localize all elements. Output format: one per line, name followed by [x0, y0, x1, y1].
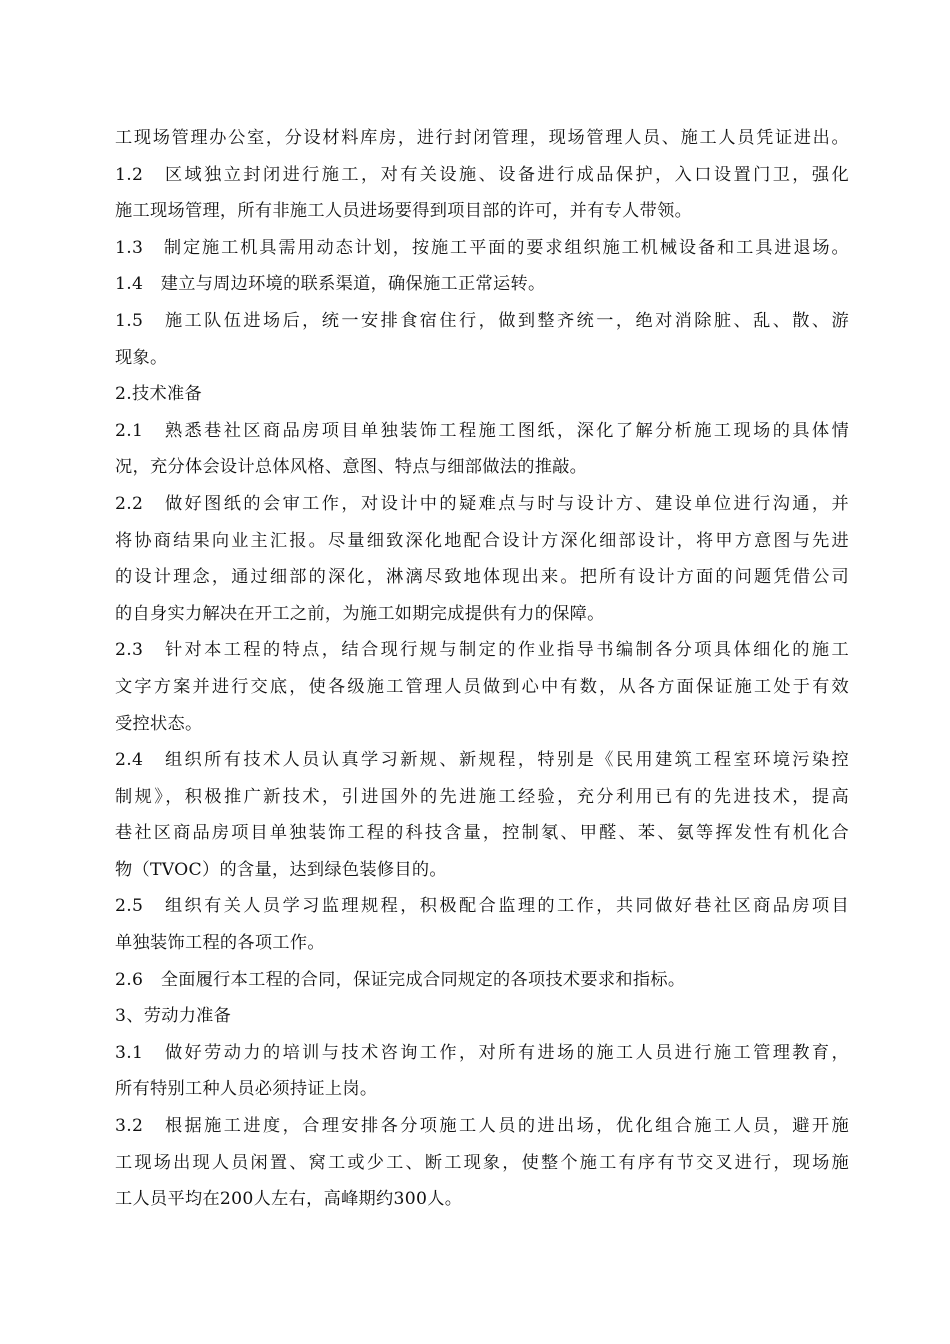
text-line: 2.6 全面履行本工程的合同，保证完成合同规定的各项技术要求和指标。 — [115, 969, 686, 990]
text-line: 的设计理念，通过细部的深化，淋漓尽致地体现出来。把所有设计方面的问题凭借公司 — [115, 567, 849, 588]
text-line: 制规》，积极推广新技术，引进国外的先进施工经验，充分利用已有的先进技术，提高 — [115, 786, 849, 807]
text-line: 工现场管理办公室，分设材料库房，进行封闭管理，现场管理人员、施工人员凭证进出。 — [115, 128, 849, 148]
text-line: 3.2 根据施工进度，合理安排各分项施工人员的进出场，优化组合施工人员，避开施 — [115, 1116, 849, 1137]
text-line: 将协商结果向业主汇报。尽量细致深化地配合设计方深化细部设计，将甲方意图与先进 — [115, 530, 849, 551]
text-line: 况，充分体会设计总体风格、意图、特点与细部做法的推敲。 — [115, 457, 588, 478]
text-line: 1.4 建立与周边环境的联系渠道，确保施工正常运转。 — [115, 274, 546, 295]
text-line: 工人员平均在200人左右，高峰期约300人。 — [115, 1189, 463, 1210]
text-line: 的自身实力解决在开工之前，为施工如期完成提供有力的保障。 — [115, 603, 605, 624]
section-heading: 3、劳动力准备 — [115, 1006, 232, 1027]
text-line: 1.2 区域独立封闭进行施工，对有关设施、设备进行成品保护，入口设置门卫，强化 — [115, 164, 849, 185]
text-line: 所有特别工种人员必须持证上岗。 — [115, 1079, 378, 1100]
text-line: 工现场出现人员闲置、窝工或少工、断工现象，使整个施工有序有节交叉进行，现场施 — [115, 1152, 849, 1173]
text-line: 2.1 熟悉巷社区商品房项目单独装饰工程施工图纸，深化了解分析施工现场的具体情 — [115, 420, 849, 441]
section-heading: 2.技术准备 — [115, 384, 202, 405]
text-line: 受控状态。 — [115, 713, 203, 734]
text-line: 1.3 制定施工机具需用动态计划，按施工平面的要求组织施工机械设备和工具进退场。 — [115, 237, 849, 258]
text-line: 物（TVOC）的含量，达到绿色装修目的。 — [115, 859, 447, 880]
text-line: 单独装饰工程的各项工作。 — [115, 933, 325, 954]
text-line: 2.3 针对本工程的特点，结合现行规与制定的作业指导书编制各分项具体细化的施工 — [115, 640, 849, 661]
text-line: 巷社区商品房项目单独装饰工程的科技含量，控制氡、甲醛、苯、氨等挥发性有机化合 — [115, 823, 849, 844]
text-line: 2.5 组织有关人员学习监理规程，积极配合监理的工作，共同做好巷社区商品房项目 — [115, 896, 849, 917]
text-line: 1.5 施工队伍进场后，统一安排食宿住行，做到整齐统一，绝对消除脏、乱、散、游 — [115, 310, 849, 331]
text-line: 现象。 — [115, 347, 168, 368]
text-line: 2.2 做好图纸的会审工作，对设计中的疑难点与时与设计方、建设单位进行沟通，并 — [115, 493, 849, 514]
text-line: 文字方案并进行交底，使各级施工管理人员做到心中有数，从各方面保证施工处于有效 — [115, 676, 849, 697]
text-line: 施工现场管理，所有非施工人员进场要得到项目部的许可，并有专人带领。 — [115, 201, 693, 222]
text-line: 2.4 组织所有技术人员认真学习新规、新规程，特别是《民用建筑工程室环境污染控 — [115, 750, 849, 771]
text-line: 3.1 做好劳动力的培训与技术咨询工作，对所有进场的施工人员进行施工管理教育， — [115, 1042, 849, 1063]
document-body — [115, 120, 849, 1218]
